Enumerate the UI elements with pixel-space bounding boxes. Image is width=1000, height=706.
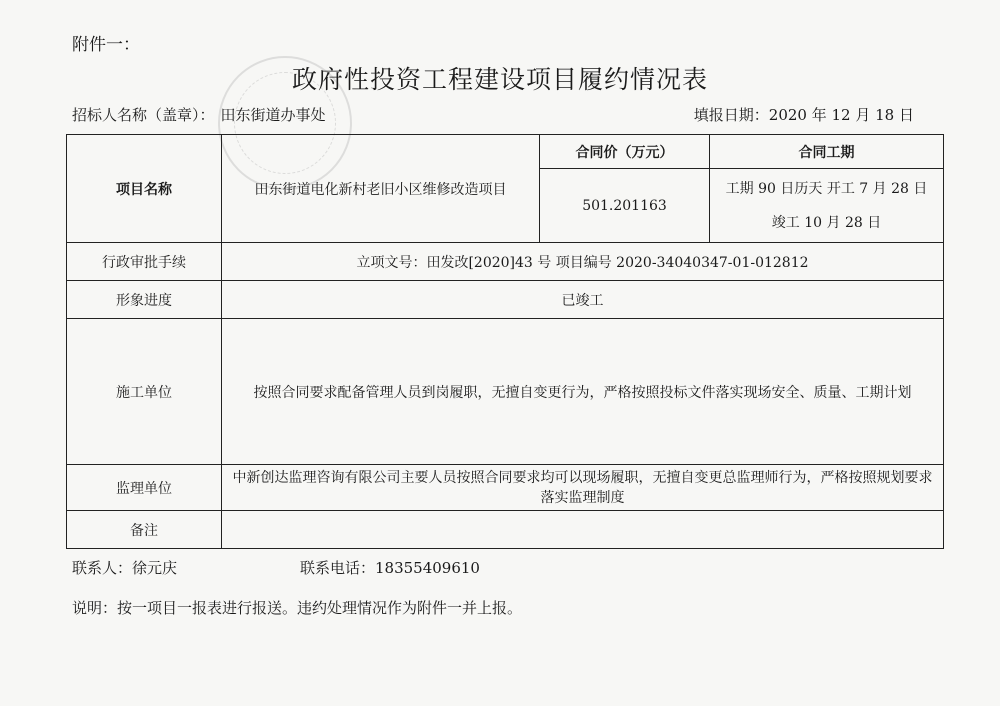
table-row — [67, 511, 944, 549]
attachment-label: 附件一： — [72, 35, 140, 55]
tenderer-label: 招标人名称（盖章）： — [72, 106, 215, 124]
contact-person: 联系人：徐元庆 — [72, 559, 178, 577]
table-row — [67, 319, 944, 465]
project-name-label: 项目名称 — [67, 135, 222, 243]
table-row — [67, 243, 944, 281]
report-date: 填报日期：2020 年 12 月 18 日 — [693, 106, 914, 124]
progress-label: 形象进度 — [67, 281, 222, 319]
contract-price-value: 501.201163 — [540, 169, 710, 243]
table-row — [67, 465, 944, 511]
note: 说明：按一项目一报表进行报送。违约处理情况作为附件一并上报。 — [72, 599, 523, 617]
contact-phone: 联系电话：18355409610 — [300, 559, 480, 577]
approval-value: 立项文号：田发改[2020]43 号 项目编号 2020-34040347-01-012812 — [222, 243, 944, 281]
document-title: 政府性投资工程建设项目履约情况表 — [291, 65, 708, 94]
contract-period-value: 工期 90 日历天 开工 7 月 28 日 竣工 10 月 28 日 — [710, 169, 944, 243]
supervisor-value: 中新创达监理咨询有限公司主要人员按照合同要求均可以现场履职，无擅自变更总监理师行为，严格按照规划要求落实监理制度 — [222, 465, 944, 511]
supervisor-label: 监理单位 — [67, 465, 222, 511]
table-row — [67, 135, 944, 169]
table-row — [67, 281, 944, 319]
contractor-value: 按照合同要求配备管理人员到岗履职，无擅自变更行为，严格按照投标文件落实现场安全、质量、工期计划 — [222, 319, 944, 465]
contract-period-label: 合同工期 — [710, 135, 944, 169]
tenderer-line — [72, 104, 326, 125]
performance-table — [66, 134, 944, 549]
progress-value: 已竣工 — [222, 281, 944, 319]
contractor-label: 施工单位 — [67, 319, 222, 465]
tenderer-value: 田东街道办事处 — [220, 106, 326, 124]
remarks-value — [222, 511, 944, 549]
approval-label: 行政审批手续 — [67, 243, 222, 281]
remarks-label: 备注 — [67, 511, 222, 549]
project-name-value: 田东街道电化新村老旧小区维修改造项目 — [222, 135, 540, 243]
contract-price-label: 合同价（万元） — [540, 135, 710, 169]
